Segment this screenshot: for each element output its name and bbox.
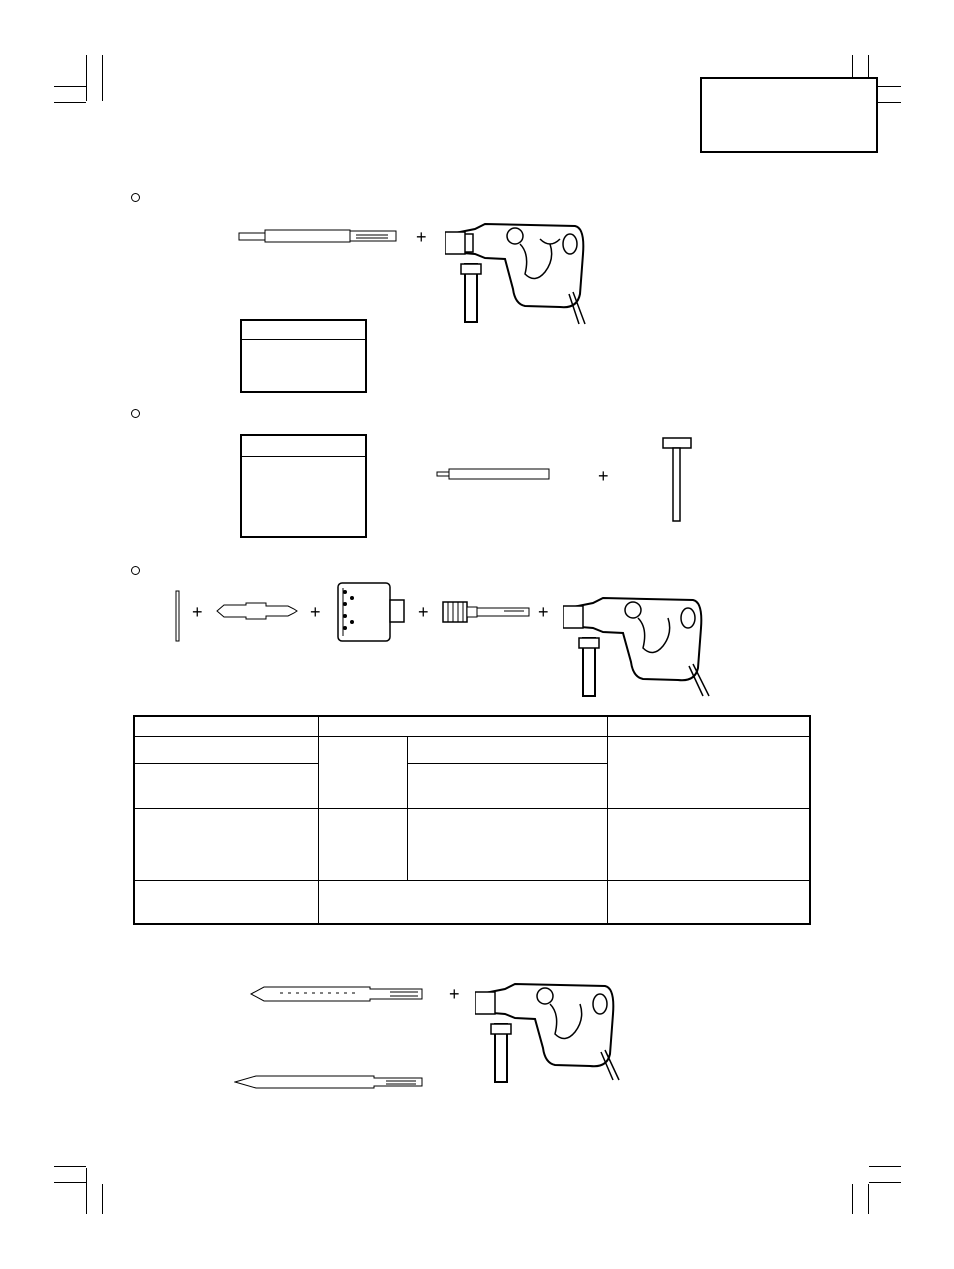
table-header-cell (319, 716, 608, 736)
section-3-bullet (131, 566, 140, 575)
cold-chisel-illustration (234, 1073, 424, 1091)
language-tab-box (700, 77, 878, 153)
table-cell (408, 763, 608, 808)
table-header-cell (608, 716, 811, 736)
center-pilot-illustration (216, 601, 298, 621)
plus-icon: + (416, 227, 427, 247)
section-2-bullet (131, 409, 140, 418)
rotary-hammer-drill-illustration (445, 214, 595, 326)
table-cell (134, 736, 319, 763)
section-2-label-box (240, 434, 367, 538)
plus-icon: + (538, 602, 549, 622)
section-1-label-box (240, 319, 367, 393)
table-cell (134, 808, 319, 880)
taper-shank-adapter-illustration (238, 226, 398, 246)
section-2-label-box-header (242, 436, 365, 457)
plus-icon: + (449, 984, 460, 1004)
table-cell (408, 808, 608, 880)
bull-point-illustration (250, 984, 424, 1004)
section-1-bullet (131, 193, 140, 202)
table-cell (408, 736, 608, 763)
table-cell (319, 808, 408, 880)
rotary-hammer-drill-illustration (563, 592, 713, 698)
table-cell (319, 880, 608, 924)
plus-icon: + (192, 602, 203, 622)
cotter-pin-illustration (436, 467, 550, 481)
center-pin-illustration (174, 590, 182, 642)
plus-icon: + (598, 466, 609, 486)
table-cell (608, 808, 811, 880)
plus-icon: + (418, 602, 429, 622)
hammer-illustration (662, 437, 692, 523)
table-cell (319, 736, 408, 808)
section-1-label-box-header (242, 321, 365, 340)
accessory-spec-table (133, 715, 811, 925)
core-bit-shank-illustration (442, 600, 532, 624)
table-cell (134, 880, 319, 924)
rotary-hammer-drill-illustration (475, 980, 625, 1084)
table-cell (134, 763, 319, 808)
table-header-cell (134, 716, 319, 736)
table-cell (608, 880, 811, 924)
plus-icon: + (310, 602, 321, 622)
table-cell (608, 736, 811, 808)
core-bit-illustration (335, 580, 407, 644)
